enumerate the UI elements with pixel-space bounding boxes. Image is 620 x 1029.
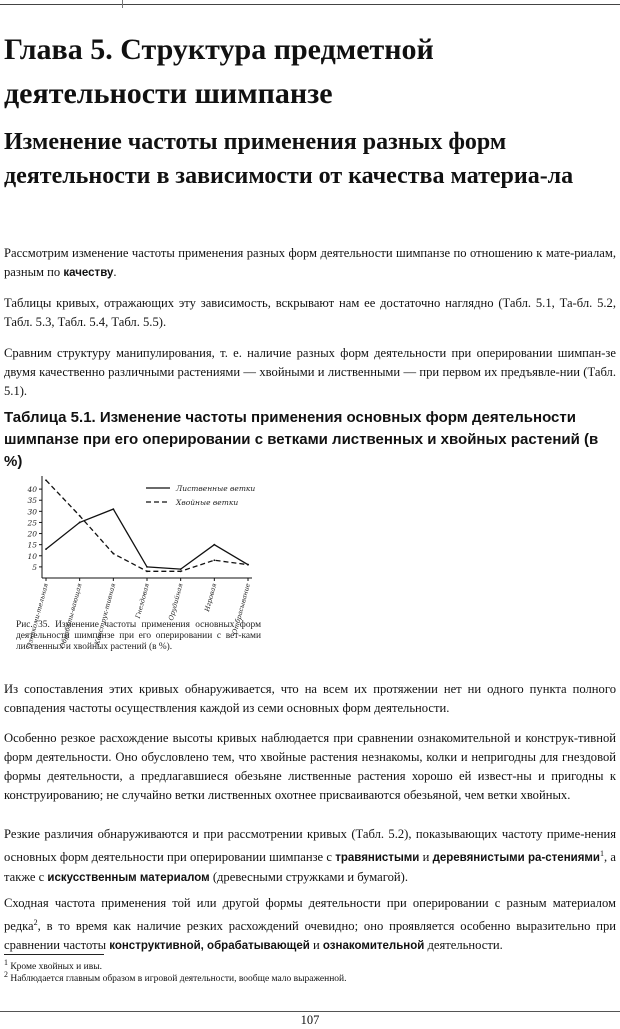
p6-and: и — [419, 850, 433, 865]
paragraph-5: Особенно резкое расхождение высоты кривых наблюдается при сравнении ознакомительной и конструк-тивной форм деятельности. Оно обусловлено тем, что хвойные растения незнакомы, колки и непригодны для гнездовой формы деятельности, а предлагавшиеся обезьяне лиственные растения хорошо ей извест-ны и пригодны к конструированию; не случайно ветки лиственных охотнее присваиваются обезьяной, чем ветки хвойных. — [4, 731, 616, 802]
data-point — [45, 548, 47, 550]
p7-text: Сходная частота применения той или другой формы деятельности при оперировании с разным материалом редка — [4, 896, 616, 934]
p6-end: (древесными стружками и бумагой). — [209, 870, 408, 885]
y-tick-label: 40 — [27, 485, 37, 495]
x-tick-label: Отбрасывание — [230, 582, 252, 636]
y-tick-label: 10 — [27, 551, 37, 561]
bottom-rule — [0, 1011, 620, 1012]
p1-bold-quality: качеству — [63, 267, 114, 279]
paragraph-4: Из сопоставления этих кривых обнаруживается, что на всем их протяжении нет ни одного пункта полного совпадения частоты осуществления каждой из семи основных форм деятельности. — [4, 682, 616, 715]
p1-end: . — [113, 265, 117, 279]
top-tick — [122, 0, 123, 8]
p1-text: Рассмотрим изменение частоты применения разных форм деятельности шимпанзе по отношению к мате-риалам, разным по — [4, 246, 616, 279]
data-point — [79, 522, 81, 524]
data-point — [247, 564, 249, 566]
paragraph-3: Сравним структуру манипулирования, т. е. наличие разных форм деятельности при оперировании шимпан-зе двумя качественно различными растениями — хвойными и лиственными — при первом их предъявле-нии (Табл. 5.1). — [4, 346, 616, 398]
y-tick-label: 30 — [27, 507, 37, 517]
footnote-2-text: Наблюдается главным образом в игровой деятельности, вообще мало выраженной. — [10, 974, 347, 985]
section-title: Изменение частоты применения разных форм деятельности в зависимости от качества материа-ла — [4, 129, 574, 189]
x-tick-label: Гнездовая — [133, 582, 151, 620]
p7-end: деятельности. — [424, 938, 503, 953]
footnote-2-mark: 2 — [4, 970, 8, 979]
top-rule — [0, 4, 620, 5]
p6-also: , а также с — [4, 850, 616, 885]
legend-label: Хвойные ветки — [176, 498, 239, 507]
x-tick-label: Игровая — [203, 582, 219, 613]
footnote-ref-1[interactable]: 1 — [600, 849, 605, 858]
p6-text: Резкие различия обнаруживаются и при рассмотрении кривых (Табл. 5.2), показывающих частоту приме-нения основных форм деятельности при оперировании шимпанзе с — [4, 827, 616, 865]
y-tick-label: 15 — [27, 540, 37, 550]
data-point — [180, 568, 182, 570]
footnote-rule — [4, 954, 104, 955]
footnote-2 — [4, 969, 347, 985]
p7-mid: , в то время как наличие резких расхождений очевидно; оно проявляется особенно выразительно при сравнении частоты — [4, 919, 616, 953]
x-tick-label: Ознакоми-тельная — [24, 582, 50, 649]
data-point — [112, 553, 114, 555]
x-tick-label: Конструк-тивная — [93, 582, 118, 646]
chapter-title: Глава 5. Структура предметной деятельности шимпанзе — [4, 33, 434, 110]
p7-and: и — [309, 938, 323, 953]
y-tick-label: 5 — [32, 562, 37, 572]
paragraph-1 — [4, 244, 616, 283]
paragraph-6 — [4, 825, 616, 888]
y-tick-label: 25 — [27, 518, 37, 528]
footnote-1-mark: 1 — [4, 958, 8, 967]
paragraph-7 — [4, 894, 616, 956]
x-tick-label: Орудийная — [166, 582, 185, 622]
data-point — [112, 508, 114, 510]
page-number: 107 — [300, 1013, 320, 1027]
data-point — [45, 479, 47, 481]
data-point — [79, 515, 81, 517]
p6-bold-wood: деревянистыми ра-стениями — [432, 852, 601, 865]
x-tick-label: Обрабаты-вающая — [58, 582, 84, 650]
figure-caption: Рис. 35. Изменение частоты применения основных форм деятельности шимпанзе при его оперировании с вет-ками лиственных и хвойных растений (в %). — [16, 620, 261, 652]
data-point — [213, 544, 215, 546]
y-tick-label: 20 — [27, 529, 37, 539]
data-point — [213, 559, 215, 561]
footnote-1-text: Кроме хвойных и ивы. — [10, 962, 102, 973]
p7-bold-orienting: ознакомительной — [322, 940, 425, 953]
paragraph-2: Таблицы кривых, отражающих эту зависимость, вскрывают нам ее достаточно наглядно (Табл. 5.1, Та-бл. 5.2, Табл. 5.3, Табл. 5.4, Табл. 5.5). — [4, 296, 616, 329]
footnote-ref-2[interactable]: 2 — [33, 918, 38, 927]
data-point — [180, 570, 182, 572]
legend-label: Лиственные ветки — [176, 484, 256, 493]
data-point — [146, 566, 148, 568]
y-tick-label: 35 — [27, 496, 37, 506]
data-point — [146, 570, 148, 572]
p7-bold-constructive: конструктивной, обрабатывающей — [109, 940, 310, 953]
table-caption: Таблица 5.1. Изменение частоты применения основных форм деятельности шимпанзе при его оперировании с ветками лиственных и хвойных растений (в %) — [4, 409, 599, 470]
p6-bold-artificial: искусственным материалом — [47, 872, 210, 885]
p6-bold-grass: травянистыми — [335, 852, 420, 865]
